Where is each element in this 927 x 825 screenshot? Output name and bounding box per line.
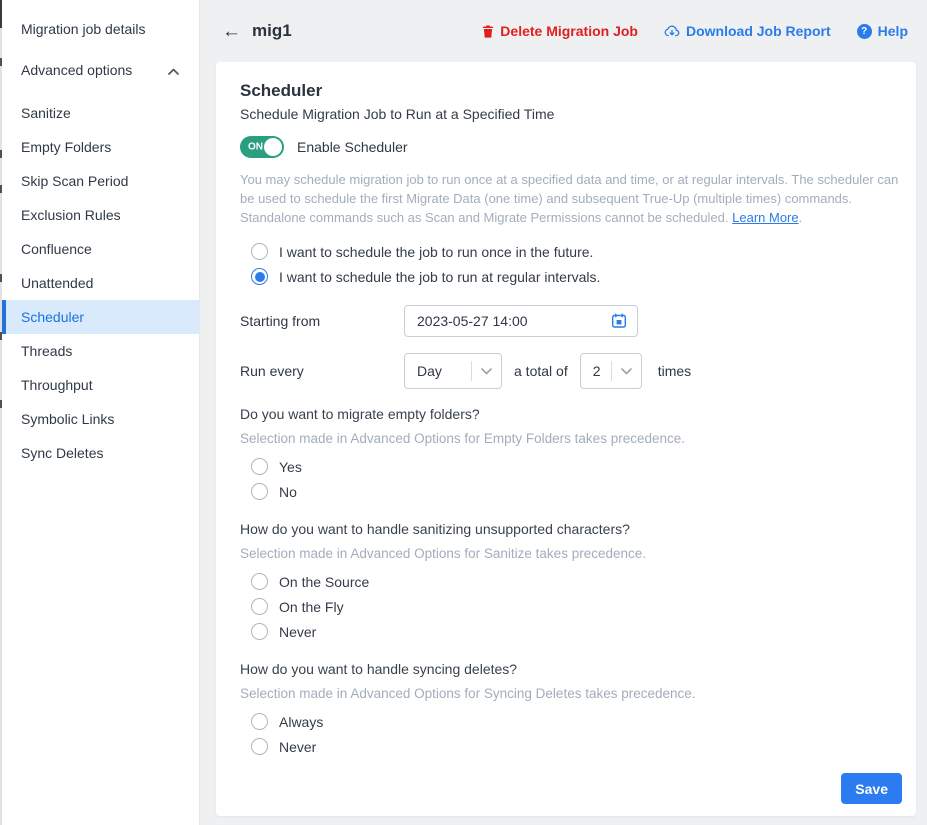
sidebar-item-label: Migration job details <box>21 21 146 37</box>
radio-label: On the Source <box>279 573 370 590</box>
help-icon: ? <box>857 24 872 39</box>
radio-label: I want to schedule the job to run once in the future. <box>279 243 594 260</box>
radio-label: No <box>279 483 297 500</box>
run-every-row <box>240 353 902 389</box>
radio-label: I want to schedule the job to run at regular intervals. <box>279 268 601 285</box>
enable-scheduler-label: Enable Scheduler <box>297 139 408 155</box>
sidebar-item-label: Throughput <box>21 377 93 393</box>
sidebar-item-advanced-options[interactable] <box>2 48 199 92</box>
help-button[interactable] <box>857 23 908 39</box>
starting-from-input[interactable] <box>417 313 611 329</box>
sidebar-item-symbolic-links[interactable] <box>2 402 199 436</box>
toggle-knob <box>264 138 282 156</box>
question-options <box>240 569 902 644</box>
radio-empty-folders-yes[interactable] <box>240 454 902 479</box>
sidebar-item-label: Sync Deletes <box>21 445 104 461</box>
radio-icon <box>251 623 268 640</box>
download-job-report-button[interactable] <box>664 23 831 39</box>
sidebar-item-label: Symbolic Links <box>21 411 115 427</box>
chevron-down-icon <box>611 361 641 381</box>
sidebar-item-threads[interactable] <box>2 334 199 368</box>
sidebar-item-unattended[interactable] <box>2 266 199 300</box>
radio-label: On the Fly <box>279 598 344 615</box>
sidebar-item-label: Advanced options <box>21 62 133 78</box>
sidebar-item-exclusion-rules[interactable] <box>2 198 199 232</box>
download-job-report-label: Download Job Report <box>685 23 831 39</box>
scheduler-card <box>216 62 916 816</box>
syncing-deletes-question <box>240 660 902 759</box>
radio-label: Always <box>279 713 324 730</box>
sidebar-item-sync-deletes[interactable] <box>2 436 199 470</box>
starting-from-field <box>404 305 638 337</box>
radio-sanitize-on-source[interactable] <box>240 569 902 594</box>
delete-migration-job-button[interactable] <box>482 23 638 39</box>
question-note: Selection made in Advanced Options for Empty Folders takes precedence. <box>240 431 685 446</box>
sidebar-item-empty-folders[interactable] <box>2 130 199 164</box>
question-note: Selection made in Advanced Options for Syncing Deletes takes precedence. <box>240 686 696 701</box>
radio-icon <box>251 598 268 615</box>
sidebar-item-label: Confluence <box>21 241 92 257</box>
job-header <box>200 0 927 62</box>
radio-sanitize-on-fly[interactable] <box>240 594 902 619</box>
interval-select-value: Day <box>417 363 442 379</box>
radio-icon <box>251 573 268 590</box>
a-total-of-text: a total of <box>514 363 568 379</box>
radio-icon <box>251 483 268 500</box>
card-subtitle: Schedule Migration Job to Run at a Specified Time <box>240 106 555 122</box>
radio-label: Never <box>279 738 317 755</box>
sidebar-item-label: Skip Scan Period <box>21 173 129 189</box>
radio-empty-folders-no[interactable] <box>240 479 902 504</box>
main-panel <box>200 0 927 825</box>
radio-regular-intervals[interactable] <box>240 264 902 289</box>
sidebar-item-migration-job-details[interactable] <box>2 10 199 48</box>
save-row <box>240 773 902 804</box>
sidebar-item-label: Empty Folders <box>21 139 112 155</box>
trash-icon <box>482 25 494 38</box>
learn-more-link[interactable]: Learn More <box>732 210 799 225</box>
sidebar-item-skip-scan-period[interactable] <box>2 164 199 198</box>
question-options <box>240 709 902 759</box>
sidebar-item-sanitize[interactable] <box>2 96 199 130</box>
question-note: Selection made in Advanced Options for Sanitize takes precedence. <box>240 546 646 561</box>
radio-sync-deletes-always[interactable] <box>240 709 902 734</box>
sidebar-item-label: Threads <box>21 343 73 359</box>
save-button[interactable]: Save <box>841 773 902 804</box>
header-actions <box>482 23 908 39</box>
delete-migration-job-label: Delete Migration Job <box>500 23 638 39</box>
radio-label: Yes <box>279 458 302 475</box>
sidebar-item-confluence[interactable] <box>2 232 199 266</box>
description-suffix: . <box>798 210 803 225</box>
run-every-label: Run every <box>240 363 304 379</box>
back-button[interactable]: ← <box>222 20 241 42</box>
sanitize-question <box>240 520 902 644</box>
enable-scheduler-toggle[interactable] <box>240 136 284 158</box>
radio-icon <box>251 458 268 475</box>
radio-icon-checked <box>251 268 268 285</box>
help-label: Help <box>877 23 908 39</box>
question-text: Do you want to migrate empty folders? <box>240 406 480 422</box>
chevron-up-icon <box>168 62 179 78</box>
sidebar-item-label: Sanitize <box>21 105 71 121</box>
sidebar-item-label: Exclusion Rules <box>21 207 121 223</box>
question-text: How do you want to handle syncing deletes? <box>240 661 518 677</box>
count-select-value: 2 <box>592 363 601 379</box>
count-select[interactable] <box>580 353 642 389</box>
sidebar-item-scheduler[interactable] <box>2 300 199 334</box>
radio-run-once[interactable] <box>240 239 902 264</box>
radio-icon <box>251 713 268 730</box>
schedule-mode-group <box>240 239 902 289</box>
radio-sanitize-never[interactable] <box>240 619 902 644</box>
question-options <box>240 454 902 504</box>
sidebar <box>2 0 200 825</box>
radio-label: Never <box>279 623 317 640</box>
card-title: Scheduler <box>240 81 323 100</box>
times-text: times <box>657 363 692 379</box>
question-text: How do you want to handle sanitizing unsupported characters? <box>240 521 630 537</box>
cloud-download-icon <box>664 25 680 37</box>
sidebar-item-throughput[interactable] <box>2 368 199 402</box>
description-text: You may schedule migration job to run once at a specified data and time, or at regular intervals. The scheduler can be used to schedule the first Migrate Data (one time) and subsequent True-Up (multiple times) commands. Standalone commands such as Scan and Migrate Permissions cannot be scheduled. <box>240 172 899 225</box>
calendar-icon[interactable] <box>611 313 627 329</box>
radio-icon <box>251 738 268 755</box>
empty-folders-question <box>240 405 902 504</box>
chevron-down-icon <box>471 361 501 381</box>
sidebar-advanced-options-group <box>2 96 199 470</box>
starting-from-row <box>240 305 902 337</box>
scheduler-description <box>240 170 902 227</box>
radio-icon <box>251 243 268 260</box>
job-title: mig1 <box>252 21 292 40</box>
starting-from-label: Starting from <box>240 313 321 329</box>
toggle-state-label: ON <box>248 141 263 153</box>
interval-select[interactable] <box>404 353 502 389</box>
sidebar-item-label: Unattended <box>21 275 94 291</box>
radio-sync-deletes-never[interactable] <box>240 734 902 759</box>
sidebar-item-label: Scheduler <box>21 309 85 325</box>
enable-scheduler-row <box>240 136 902 158</box>
